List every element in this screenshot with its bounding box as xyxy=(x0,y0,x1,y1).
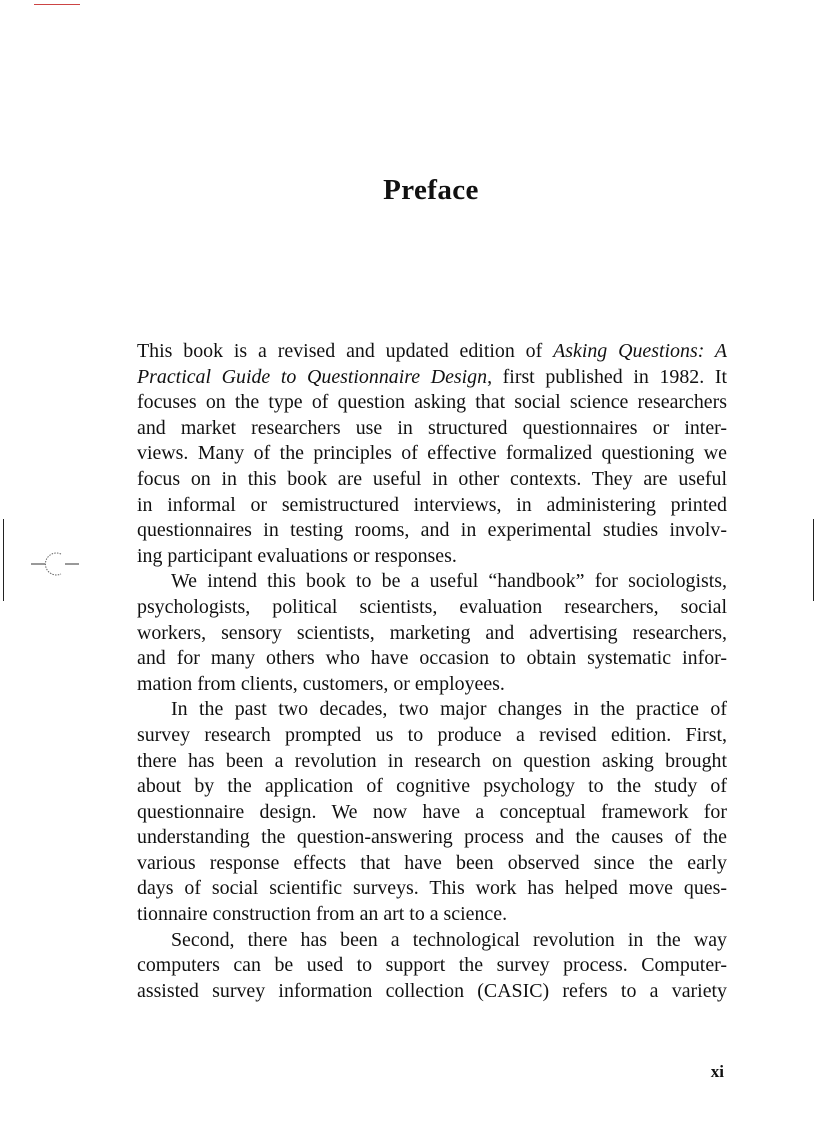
text-line xyxy=(137,595,727,621)
text-run: assisted survey information collection (CASIC) refers to a variety xyxy=(137,979,727,1002)
text-run: This book is a revised and updated edition of xyxy=(137,340,554,362)
text-line xyxy=(137,774,727,800)
text-run: there has been a revolution in research on question asking brought xyxy=(137,749,727,772)
registration-mark-icon xyxy=(31,549,79,579)
text-line xyxy=(137,825,727,851)
text-line xyxy=(137,749,727,775)
text-run: ing participant evaluations or responses. xyxy=(137,544,457,567)
text-run: We intend this book to be a useful “handbook” for sociologists, xyxy=(171,570,727,593)
text-line xyxy=(137,851,727,877)
book-title-italic: Asking Questions: A xyxy=(553,340,727,362)
text-line xyxy=(137,723,727,749)
body-text xyxy=(137,339,727,1004)
text-line xyxy=(137,928,727,954)
text-line xyxy=(137,953,727,979)
text-run: workers, sensory scientists, marketing and advertising researchers, xyxy=(137,621,727,644)
text-run: In the past two decades, two major changes in the practice of xyxy=(171,698,727,721)
text-line xyxy=(137,518,727,544)
text-run: questionnaires in testing rooms, and in experimental studies involv- xyxy=(137,519,727,542)
text-line xyxy=(137,569,727,595)
text-line xyxy=(137,390,727,416)
text-run: views. Many of the principles of effective formalized questioning we xyxy=(137,442,727,465)
book-title-italic: Practical Guide to Questionnaire Design xyxy=(137,365,488,388)
page-number: xi xyxy=(710,1062,724,1081)
text-run: , first published in 1982. It xyxy=(487,365,727,388)
text-run: and market researchers use in structured questionnaires or inter- xyxy=(137,416,727,439)
page-edge-right xyxy=(813,519,814,601)
text-run: mation from clients, customers, or employees. xyxy=(137,672,505,695)
text-line xyxy=(137,441,727,467)
crop-mark-top xyxy=(34,4,80,5)
text-run: Second, there has been a technological revolution in the way xyxy=(171,928,727,951)
page-edge-left xyxy=(3,519,4,601)
text-line xyxy=(137,621,727,647)
page-title: Preface xyxy=(383,174,479,206)
text-line xyxy=(137,979,727,1005)
text-run: computers can be used to support the survey process. Computer- xyxy=(137,954,727,977)
text-line xyxy=(137,493,727,519)
text-run: in informal or semistructured interviews, in administering printed xyxy=(137,493,727,516)
text-line xyxy=(137,365,727,391)
text-line xyxy=(137,339,727,365)
text-run: understanding the question-answering process and the causes of the xyxy=(137,826,727,849)
text-run: psychologists, political scientists, evaluation researchers, social xyxy=(137,595,727,618)
text-line xyxy=(137,416,727,442)
text-line xyxy=(137,646,727,672)
text-line xyxy=(137,544,727,570)
text-run: various response effects that have been observed since the early xyxy=(137,851,727,874)
text-run: tionnaire construction from an art to a science. xyxy=(137,903,508,926)
text-line xyxy=(137,902,727,928)
text-line xyxy=(137,876,727,902)
text-run: and for many others who have occasion to obtain systematic infor- xyxy=(137,647,727,670)
text-run: about by the application of cognitive psychology to the study of xyxy=(137,775,727,798)
text-run: focus on in this book are useful in other contexts. They are useful xyxy=(137,467,727,490)
text-line xyxy=(137,672,727,698)
text-line xyxy=(137,467,727,493)
text-run: days of social scientific surveys. This work has helped move ques- xyxy=(137,877,727,900)
text-run: survey research prompted us to produce a revised edition. First, xyxy=(137,723,727,746)
text-run: focuses on the type of question asking that social science researchers xyxy=(137,391,727,414)
text-run: questionnaire design. We now have a conceptual framework for xyxy=(137,800,727,823)
text-line xyxy=(137,697,727,723)
text-line xyxy=(137,800,727,826)
